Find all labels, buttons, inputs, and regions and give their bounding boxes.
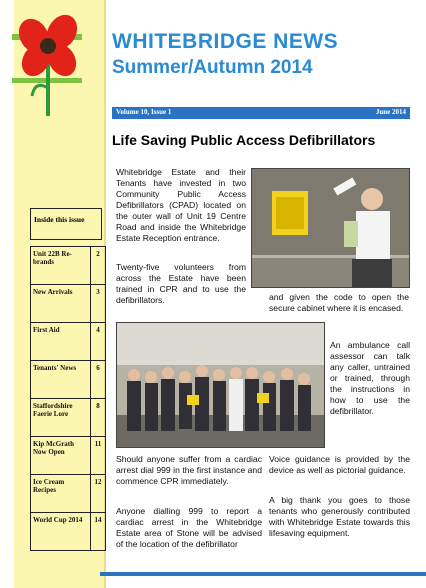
newsletter-subtitle: Summer/Autumn 2014 [112, 57, 313, 78]
defibrillator-photo [251, 168, 410, 288]
volunteers-group-photo [116, 322, 325, 448]
toc-item-label: Tenants' News [31, 361, 91, 399]
toc-item-page: 3 [91, 285, 106, 323]
toc-item-page: 11 [91, 437, 106, 475]
toc-row[interactable] [31, 475, 106, 513]
toc-row[interactable] [31, 513, 106, 551]
article-paragraph: Whitebridge Estate and their Tenants have invested in two Community Public Access Defibrillators (CPAD) located on the outer wall of Unit 19 Centre Road and inside the Whitebridge Estate Reception entrance. [116, 167, 246, 243]
article-paragraph: A big thank you goes to those tenants who generously contributed with Whitebridge Estate towards this lifesaving equipment. [269, 495, 410, 538]
toc-item-label: New Arrivals [31, 285, 91, 323]
toc-row[interactable] [31, 285, 106, 323]
toc-row[interactable] [31, 247, 106, 285]
toc-item-label: First Aid [31, 323, 91, 361]
footer-bar [100, 572, 426, 576]
toc-item-page: 6 [91, 361, 106, 399]
article-paragraph: and given the code to open the secure cabinet where it is encased. [269, 292, 409, 313]
toc-table [30, 246, 106, 551]
article-headline: Life Saving Public Access Defibrillators [112, 132, 376, 148]
toc-heading: Inside this issue [30, 208, 102, 240]
toc-item-page: 4 [91, 323, 106, 361]
toc-row[interactable] [31, 399, 106, 437]
toc-item-label: Kip McGrath Now Open [31, 437, 91, 475]
toc-item-page: 14 [91, 513, 106, 551]
toc-item-label: World Cup 2014 [31, 513, 91, 551]
issue-date: June 2014 [375, 108, 406, 116]
toc-row[interactable] [31, 437, 106, 475]
article-paragraph: Twenty-five volunteers from across the Estate have been trained in CPR and to use the defibrillators. [116, 262, 246, 305]
toc-item-label: Unit 22B Re-brands [31, 247, 91, 285]
issue-bar [112, 107, 410, 119]
newsletter-title: WHITEBRIDGE NEWS [112, 30, 339, 53]
toc-item-label: Staffordshire Faerie Lore [31, 399, 91, 437]
toc-item-page: 8 [91, 399, 106, 437]
masthead [112, 30, 402, 79]
toc-row[interactable] [31, 361, 106, 399]
toc-row[interactable] [31, 323, 106, 361]
flower-logo [10, 8, 92, 118]
toc-item-label: Ice Cream Recipes [31, 475, 91, 513]
toc-item-page: 2 [91, 247, 106, 285]
article-paragraph: Voice guidance is provided by the device as well as pictorial guidance. [269, 454, 410, 475]
article-paragraph: An ambulance call assessor can talk any caller, untrained or trained, through the instructions in how to use the defibrillator. [330, 340, 410, 416]
article-paragraph: Anyone dialling 999 to report a cardiac arrest in the Whitebridge Estate area of Stone will be advised of the location of the defibrillator [116, 506, 262, 549]
toc [30, 208, 102, 551]
issue-volume: Volume 10, Issue 1 [116, 108, 172, 116]
article-paragraph: Should anyone suffer from a cardiac arrest dial 999 in the first instance and commence CPR immediately. [116, 454, 262, 486]
toc-item-page: 12 [91, 475, 106, 513]
